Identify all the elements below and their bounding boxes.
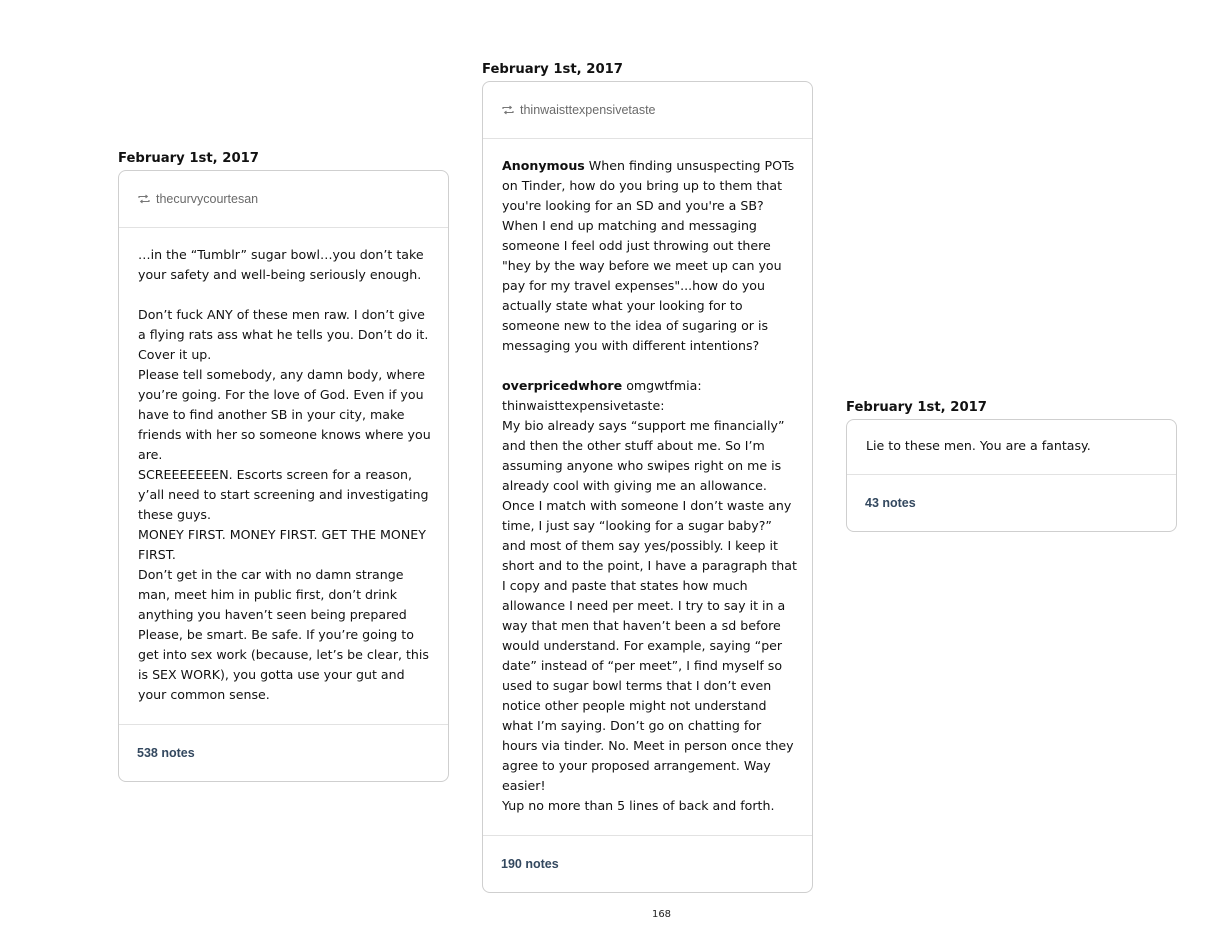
post-footer bbox=[847, 475, 1176, 531]
post-footer bbox=[483, 836, 812, 892]
post-header bbox=[483, 82, 812, 139]
post-column-3 bbox=[846, 399, 1177, 532]
answer-text: My bio already says “support me financially” and then the other stuff about me. So I’m assuming anyone who swipes right on me is already cool with giving me an allowance. Once I match with someone I don’t waste any time, I just say “looking for a sugar baby?” and most of them say yes/possibly. I keep it short and to the point, I have a paragraph that I copy and paste that states how much allowance I need per meet. I try to say it in a way that men that haven’t been a sd before would understand. For example, saying “per date” instead of “per meet”, I find myself so used to sugar bowl terms that I don’t even notice other people might not understand what I’m saying. Don’t go on chatting for hours via tinder. No. Meet in person once they agree to your proposed arrangement. Way easier! bbox=[502, 418, 797, 793]
post-paragraph: SCREEEEEEEN. Escorts screen for a reason, y’all need to start screening and investigating these guys. bbox=[138, 467, 429, 522]
reblog-icon bbox=[138, 194, 150, 204]
reblogger-name[interactable]: thinwaisttexpensivetaste bbox=[520, 103, 656, 117]
post-date: February 1st, 2017 bbox=[482, 62, 623, 77]
post-paragraph: Don’t get in the car with no damn strange man, meet him in public first, don’t drink anything you haven’t seen being prepared bbox=[138, 567, 407, 622]
answer-chain: omgwtfmia: bbox=[626, 378, 702, 393]
reply-text: Yup no more than 5 lines of back and forth. bbox=[502, 798, 775, 813]
post-paragraph: Please, be smart. Be safe. If you’re going to get into sex work (because, let’s be clear, this is SEX WORK), you gotta use your gut and your common sense. bbox=[138, 627, 429, 702]
reblog-icon bbox=[502, 105, 514, 115]
ask-question bbox=[502, 156, 798, 356]
post-footer bbox=[119, 725, 448, 781]
answerer-name[interactable]: overpricedwhore bbox=[502, 378, 623, 393]
post-date: February 1st, 2017 bbox=[846, 400, 987, 415]
asker-name[interactable]: Anonymous bbox=[502, 158, 585, 173]
page-number: 168 bbox=[651, 909, 672, 920]
post-column-1 bbox=[118, 150, 449, 782]
post-header bbox=[119, 171, 448, 228]
post-card bbox=[118, 170, 449, 782]
post-body bbox=[119, 228, 448, 725]
post-paragraph: MONEY FIRST. MONEY FIRST. GET THE MONEY FIRST. bbox=[138, 527, 426, 562]
post-card bbox=[846, 419, 1177, 532]
notes-count[interactable]: 43 notes bbox=[865, 496, 916, 510]
question-text: When finding unsuspecting POTs on Tinder, how do you bring up to them that you're looking for an SD and you're a SB? When I end up matching and messaging someone I feel odd just throwing out there "hey by the way before we meet up can you pay for my travel expenses"...how do you actually state what your looking for to someone new to the idea of sugaring or is messaging you with different intentions? bbox=[502, 158, 795, 353]
post-date: February 1st, 2017 bbox=[118, 151, 259, 166]
post-paragraph: Don’t fuck ANY of these men raw. I don’t give a flying rats ass what he tells you. Don’t do it. Cover it up. bbox=[138, 307, 429, 362]
notes-count[interactable]: 538 notes bbox=[137, 746, 195, 760]
post-paragraph: Please tell somebody, any damn body, where you’re going. For the love of God. Even if you have to find another SB in your city, make friends with her so someone knows where you are. bbox=[138, 367, 431, 462]
post-card bbox=[482, 81, 813, 893]
post-column-2 bbox=[482, 61, 813, 893]
post-paragraph: …in the “Tumblr” sugar bowl…you don’t take your safety and well-being seriously enough. bbox=[138, 247, 424, 282]
answer-attribution bbox=[502, 376, 798, 396]
post-body bbox=[483, 139, 812, 836]
reblogger-name[interactable]: thecurvycourtesan bbox=[156, 192, 259, 206]
notes-count[interactable]: 190 notes bbox=[501, 857, 559, 871]
post-body bbox=[847, 420, 1176, 475]
answer-source: thinwaisttexpensivetaste: bbox=[502, 398, 665, 413]
post-text: Lie to these men. You are a fantasy. bbox=[866, 438, 1091, 453]
